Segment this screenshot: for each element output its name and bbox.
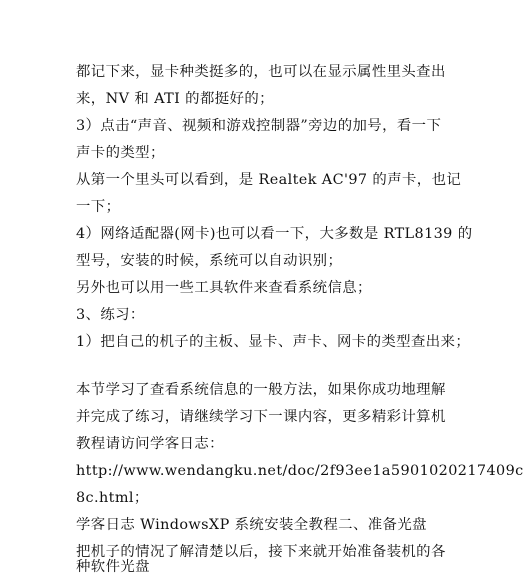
text-line: 学客日志 WindowsXP 系统安装全教程二、准备光盘 [76,517,427,533]
text-line: 8c.html； [76,490,149,506]
text-line: 3、练习： [76,307,145,323]
text-line: 从第一个里头可以看到，是 Realtek AC'97 的声卡，也记 [76,172,462,188]
text-line: 都记下来，显卡种类挺多的，也可以在显示属性里头查出 [76,64,446,80]
text-line: 型号，安装的时候，系统可以自动识别； [76,253,343,269]
text-line-cut [76,558,150,575]
text-line: 3）点击“声音、视频和游戏控制器”旁边的加号，看一下 [76,118,442,134]
text-line: 来，NV 和 ATI 的都挺好的； [76,91,274,107]
text-line: 1）把自己的机子的主板、显卡、声卡、网卡的类型查出来； [76,334,471,350]
text-line: http://www.wendangku.net/doc/2f93ee1a5901020217409c [76,463,524,479]
text-line: 4）网络适配器(网卡)也可以看一下，大多数是 RTL8139 的 [76,226,473,242]
text-line: 本节学习了查看系统信息的一般方法，如果你成功地理解 [76,382,446,398]
text-line: 另外也可以用一些工具软件来查看系统信息； [76,280,372,296]
text-line: 并完成了练习，请继续学习下一课内容，更多精彩计算机 [76,409,446,425]
text-line: 教程请访问学客日志： [76,436,224,452]
text-line: 声卡的类型； [76,145,165,161]
text-line: 把机子的情况了解清楚以后，接下来就开始准备装机的各 [76,544,446,560]
text-line: 一下； [76,199,121,215]
text-line-cut-text: 种软件光盘 [76,559,150,575]
